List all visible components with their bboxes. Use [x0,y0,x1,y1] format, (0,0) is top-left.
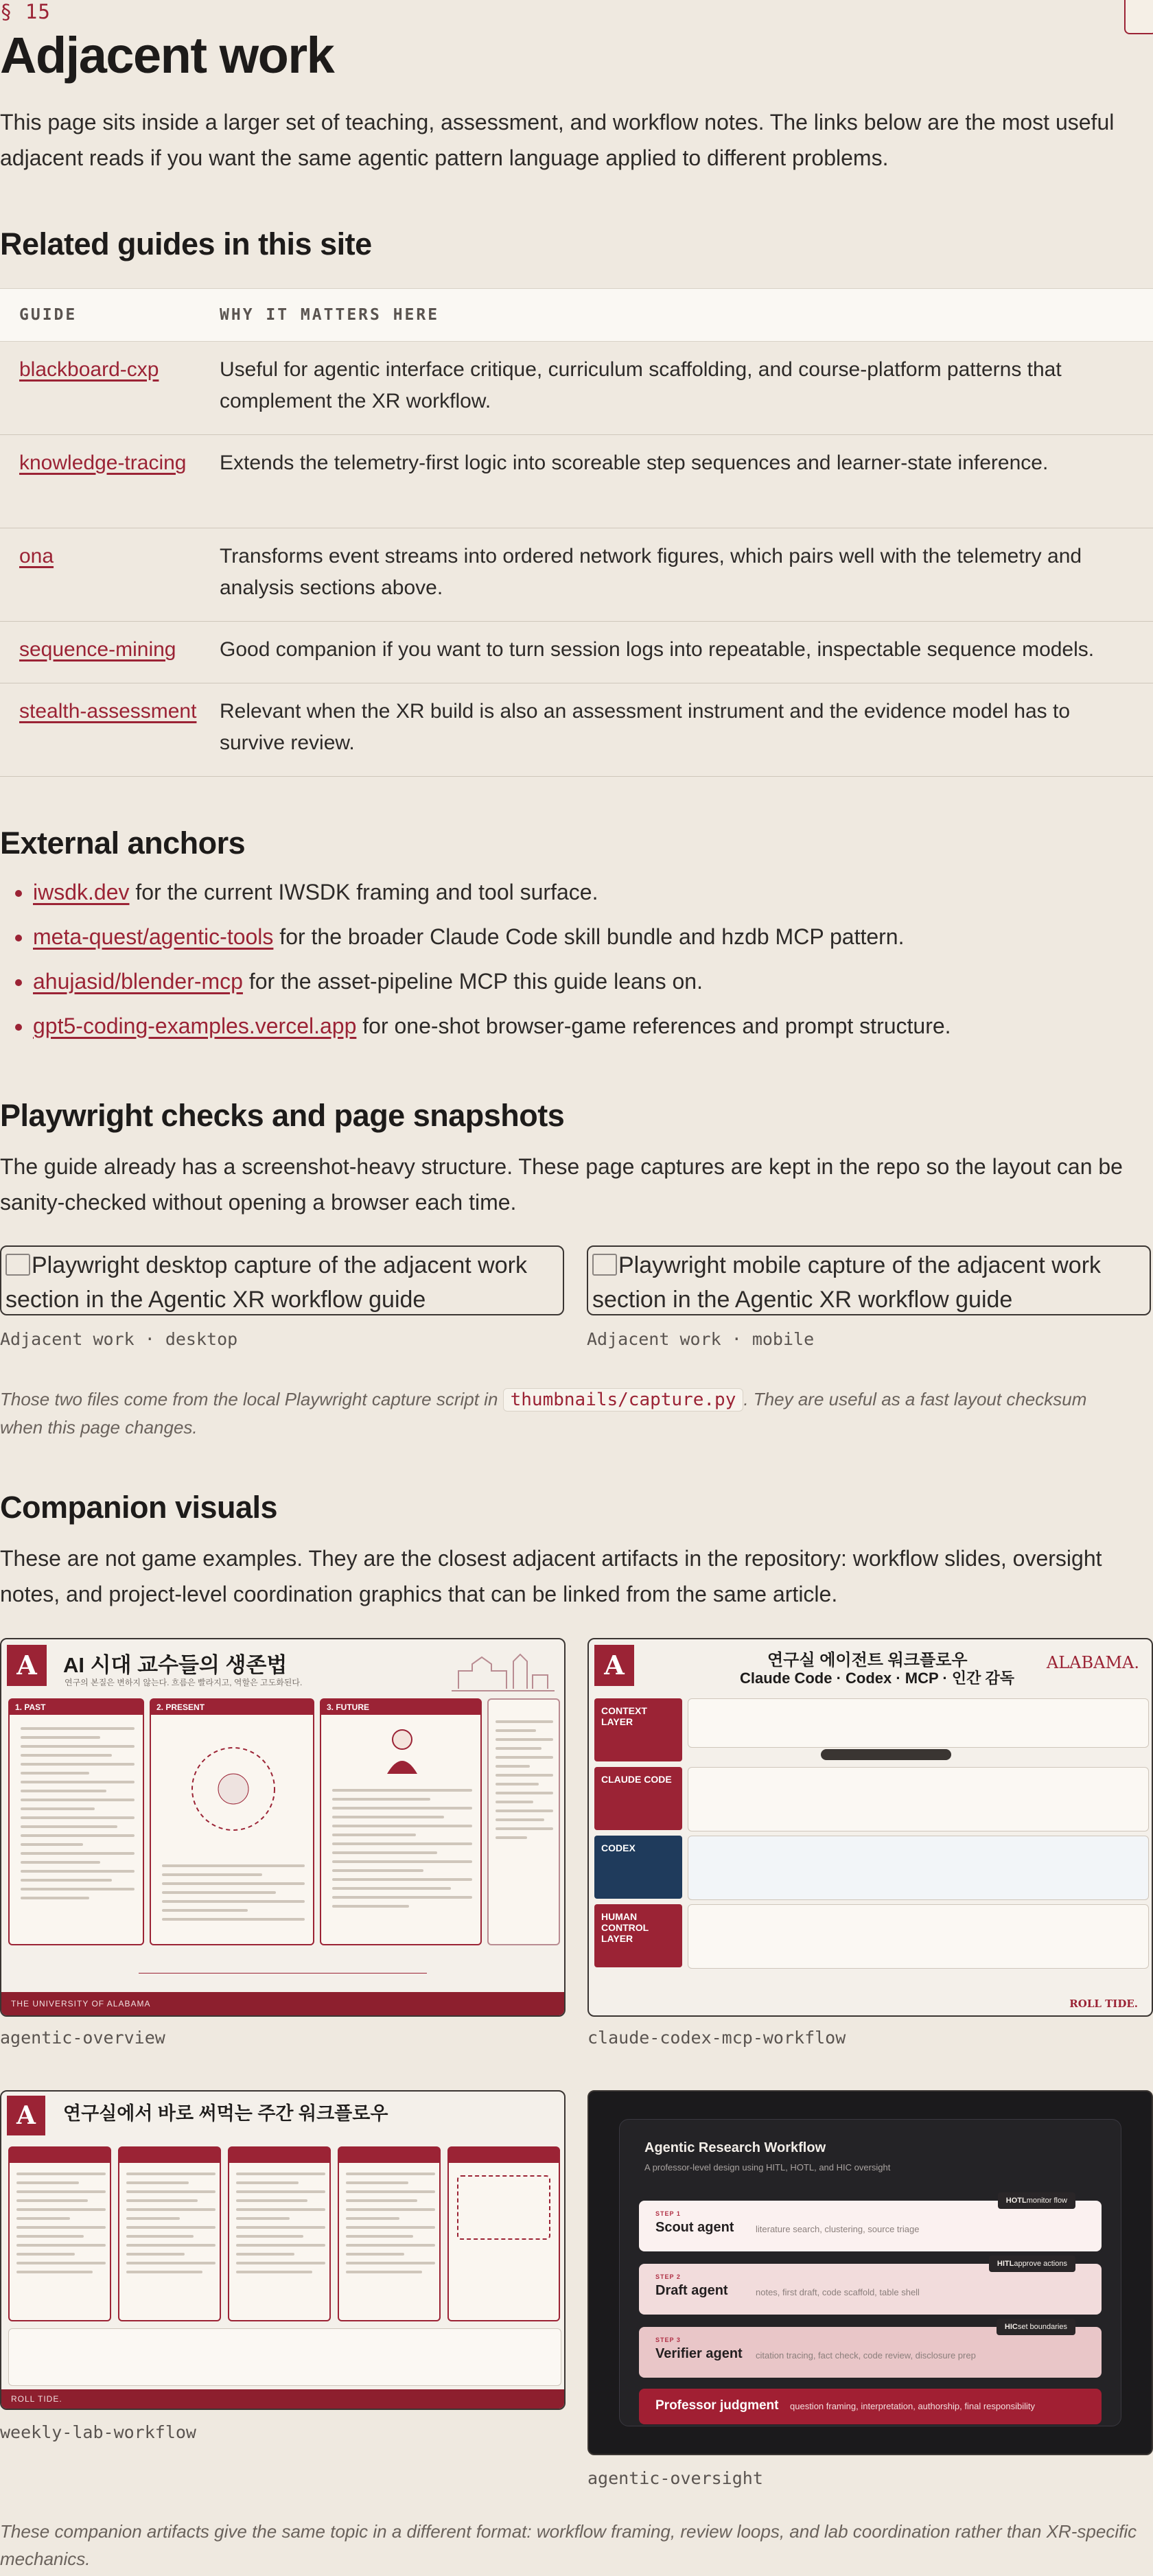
weekly-bottom-table [8,2328,561,2386]
table-cell-why: Useful for agentic interface critique, curriculum scaffolding, and course-platform patterns that complement the XR workflow. [205,342,1153,435]
oversight-tag [998,2192,1075,2209]
weekly-column [228,2146,331,2321]
desktop-capture-alt: Playwright desktop capture of the adjacent work section in the Agentic XR workflow guide [5,1252,527,1313]
weekly-column-header [229,2148,329,2163]
layer-content [688,1904,1149,1969]
oversight-tag [989,2256,1075,2272]
desktop-capture-image [0,1245,564,1315]
external-link-agentic-tools[interactable]: meta-quest/agentic-tools [33,924,274,949]
visual-caption: claude-codex-mcp-workflow [587,2028,846,2048]
layer-row [594,1698,1149,1761]
overview-column-present [150,1698,314,1945]
column-header-why: WHY IT MATTERS HERE [205,289,1153,342]
column-header-guide: GUIDE [0,289,205,342]
external-link-gpt5-examples[interactable]: gpt5-coding-examples.vercel.app [33,1014,357,1038]
step-number: STEP 2 [655,2273,681,2280]
alabama-crest-logo: A [7,1645,47,1686]
column-header: 2. PRESENT [151,1700,313,1715]
column-header: 3. FUTURE [321,1700,480,1715]
list-item [33,959,951,1004]
oversight-tag-mode: HIC [1004,2323,1018,2331]
capture-note-text: Those two files come from the local Playwright capture script in [0,1389,503,1409]
table-row [0,683,1153,777]
layer-content [688,1767,1149,1831]
weekly-column-header [339,2148,439,2163]
cycle-diagram-icon [178,1734,288,1844]
step-description: notes, first draft, code scaffold, table shell [756,2287,920,2297]
overview-side-panel [487,1698,560,1945]
oversight-tag-mode: HOTL [1005,2197,1027,2205]
mcp-bar [821,1749,951,1760]
table-row [0,342,1153,435]
column-header: 1. PAST [10,1700,143,1715]
list-item-text: for the asset-pipeline MCP this guide leans on. [242,969,703,994]
layer-content [688,1836,1149,1900]
workflow-title: 연구실 에이전트 워크플로우 [767,1651,968,1670]
professor-figure-icon [382,1727,423,1775]
layer-label: CONTEXT LAYER [594,1698,682,1761]
broken-image-icon [5,1254,30,1276]
companion-body: These are not game examples. They are the closest adjacent artifacts in the repository: workflow slides, oversight notes, and project-level coordination graphics that can be linked from the same article. [0,1546,1102,1606]
table-row [0,528,1153,622]
alabama-wordmark: ALABAMA. [1046,1653,1139,1672]
step-number: STEP 1 [655,2210,681,2217]
visual-caption: agentic-overview [0,2028,165,2048]
workflow-subtitle: Claude Code · Codex · MCP · 인간 감독 [740,1670,1014,1687]
overview-column-past [8,1698,144,1945]
roll-tide-mark: ROLL TIDE. [1069,1998,1138,2010]
layer-content [688,1698,1149,1748]
layer-row [594,1836,1149,1899]
desktop-capture-caption: Adjacent work · desktop [0,1329,238,1349]
list-item-text: for the current IWSDK framing and tool surface. [129,880,598,904]
table-header-row [0,289,1153,342]
agentic-oversight-image[interactable] [587,2090,1153,2455]
overview-banner [139,1958,427,1974]
external-anchors-list [0,870,951,1049]
table-row [0,435,1153,528]
step-description: literature search, clustering, source triage [756,2224,920,2234]
page-title: Adjacent work [0,27,334,84]
table-cell-why: Transforms event streams into ordered network figures, which pairs well with the telemetry and analysis sections above. [205,528,1153,622]
step-professor-judgment [639,2389,1102,2424]
overview-column-future [320,1698,482,1945]
capture-note-text: . They are useful as a fast layout checksum when this page changes. [0,1389,1087,1438]
table-row [0,622,1153,683]
step-label: Scout agent [655,2220,734,2235]
weekly-column [447,2146,560,2321]
step-description: citation tracing, fact check, code review, disclosure prep [756,2350,976,2361]
step-label: Draft agent [655,2283,728,2298]
weekly-column-header [449,2148,559,2163]
mobile-capture-image [587,1245,1151,1315]
oversight-tag-mode: HITL [997,2260,1014,2268]
step-label: Professor judgment [655,2398,779,2413]
layer-row [594,1767,1149,1830]
layer-label: CODEX [594,1836,682,1899]
list-item [33,870,951,915]
oversight-tag-text: set boundaries [1017,2323,1067,2331]
corner-button[interactable] [1124,0,1153,34]
broken-image-icon [592,1254,617,1276]
step-label: Verifier agent [655,2346,743,2361]
table-cell-why: Good companion if you want to turn session logs into repeatable, inspectable sequence models. [205,622,1153,683]
guide-link-stealth-assessment[interactable]: stealth-assessment [19,700,197,723]
related-guides-table [0,288,1153,777]
weekly-column [338,2146,441,2321]
layer-row [594,1904,1149,1967]
weekly-column-header [10,2148,110,2163]
overview-title: AI 시대 교수들의 생존법 [63,1653,288,1677]
visual-caption: agentic-oversight [587,2468,763,2488]
layer-label: CLAUDE CODE [594,1767,682,1830]
companion-closing-note: These companion artifacts give the same topic in a different format: workflow framing, review loops, and lab coordination rather than XR-specific mechanics. [0,2521,1137,2569]
playwright-heading: Playwright checks and page snapshots [0,1098,565,1133]
step-scout [639,2197,1102,2251]
overview-footer: THE UNIVERSITY OF ALABAMA [1,1992,564,2015]
agentic-overview-image[interactable] [0,1638,566,2017]
guide-link-sequence-mining[interactable]: sequence-mining [19,638,176,661]
oversight-tag-text: approve actions [1014,2260,1067,2268]
weekly-quote-box [457,2175,550,2240]
alabama-crest-logo: A [7,2096,45,2135]
table-cell-why: Relevant when the XR build is also an assessment instrument and the evidence model has to survive review. [205,683,1153,777]
list-item-text: for one-shot browser-game references and prompt structure. [356,1014,951,1038]
claude-codex-mcp-workflow-image[interactable] [587,1638,1153,2017]
external-anchors-heading: External anchors [0,826,246,860]
table-cell-why: Extends the telemetry-first logic into scoreable step sequences and learner-state inference. [205,435,1153,528]
list-item-text: for the broader Claude Code skill bundle and hzdb MCP pattern. [273,924,905,949]
playwright-body: The guide already has a screenshot-heavy structure. These page captures are kept in the repo so the layout can be sanity-checked without opening a browser each time. [0,1154,1123,1215]
external-link-iwsdk[interactable]: iwsdk.dev [33,880,130,904]
step-verifier [639,2323,1102,2378]
campus-sketch-icon [452,1648,555,1691]
oversight-tag-text: monitor flow [1026,2197,1067,2205]
weekly-title: 연구실에서 바로 써먹는 주간 워크플로우 [63,2103,388,2124]
oversight-subtitle: A professor-level design using HITL, HOTL, and HIC oversight [644,2162,891,2173]
list-item [33,915,951,959]
mobile-capture-caption: Adjacent work · mobile [587,1329,815,1349]
intro-text: This page sits inside a larger set of teaching, assessment, and workflow notes. The links below are the most useful adjacent reads if you want the same agentic pattern language applied to different problems. [0,110,1115,170]
guide-link-blackboard-cxp[interactable]: blackboard-cxp [19,358,159,381]
related-guides-heading: Related guides in this site [0,226,372,261]
step-number: STEP 3 [655,2337,681,2343]
visual-caption: weekly-lab-workflow [0,2422,196,2442]
mobile-capture-alt: Playwright mobile capture of the adjacent work section in the Agentic XR workflow guide [592,1252,1102,1313]
oversight-tag [997,2319,1075,2335]
alabama-crest-logo: A [594,1645,634,1686]
oversight-title: Agentic Research Workflow [644,2140,826,2155]
guide-link-ona[interactable]: ona [19,545,54,567]
capture-script-code: thumbnails/capture.py [503,1388,744,1412]
capture-note [0,1385,1098,1441]
guide-link-knowledge-tracing[interactable]: knowledge-tracing [19,452,187,474]
companion-visuals-heading: Companion visuals [0,1490,278,1525]
list-item [33,1004,951,1049]
step-draft [639,2260,1102,2315]
layer-label: HUMAN CONTROL LAYER [594,1904,682,1967]
weekly-column [8,2146,111,2321]
weekly-column [118,2146,221,2321]
weekly-column-header [119,2148,220,2163]
oversight-panel [619,2119,1121,2426]
weekly-lab-workflow-image[interactable] [0,2090,566,2410]
weekly-footer: ROLL TIDE. [1,2389,564,2409]
external-link-blender-mcp[interactable]: ahujasid/blender-mcp [33,969,243,994]
overview-subtitle: 연구의 본질은 변하지 않는다. 흐름은 빨라지고, 역할은 고도화된다. [65,1678,303,1687]
step-description: question framing, interpretation, authorship, final responsibility [790,2401,1035,2411]
section-number: § 15 [0,0,51,23]
